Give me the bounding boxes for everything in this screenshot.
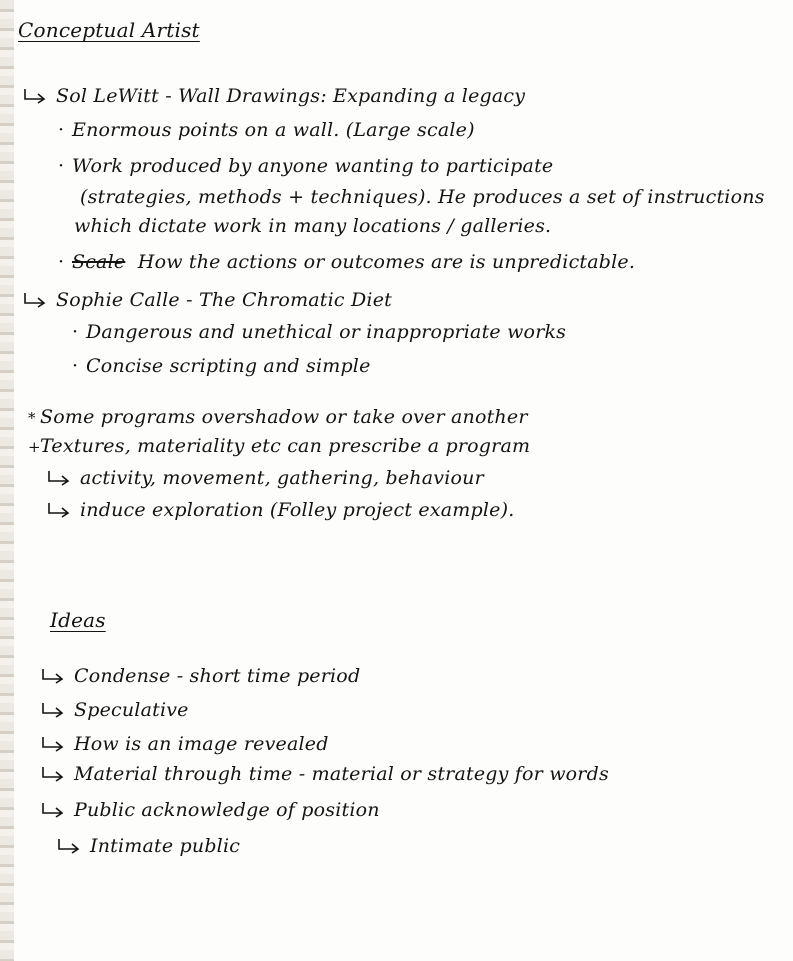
hooked-arrow-icon — [40, 732, 74, 756]
bullet-glyph: · — [58, 155, 65, 177]
calle-bullet-1-text: Dangerous and unethical or inappropriate works — [86, 321, 567, 343]
bullet-glyph: · — [72, 321, 79, 343]
section-heading-ideas: Ideas — [50, 608, 106, 632]
ideas-item-material-through-time — [40, 762, 609, 786]
hooked-arrow-icon — [40, 698, 74, 722]
list-item-calle-bullet-2 — [72, 354, 371, 378]
sophie-calle-title: Sophie Calle - The Chromatic Diet — [56, 289, 392, 311]
bullet-glyph: · — [58, 251, 65, 273]
hooked-arrow-icon — [40, 798, 74, 822]
bullet-glyph: · — [72, 355, 79, 377]
notebook-binding-edge — [0, 0, 14, 961]
list-item-sol-bullet-1 — [58, 118, 475, 142]
ideas-item-6-text: Intimate public — [90, 835, 241, 857]
sol-bullet-2-text-line-3: which dictate work in many locations / galleries. — [74, 215, 552, 237]
list-item-sophie-calle — [22, 288, 392, 312]
plus-glyph: + — [28, 438, 41, 456]
note-2-text: Textures, materiality etc can prescribe a program — [40, 435, 531, 457]
sol-bullet-2-text-line-1: Work produced by anyone wanting to participate — [72, 155, 554, 177]
ideas-item-2-text: Speculative — [74, 699, 189, 721]
note-2-sub-1-text: activity, movement, gathering, behaviour — [80, 467, 484, 489]
list-item-calle-bullet-1 — [72, 320, 566, 344]
ideas-item-5-text: Public acknowledge of position — [74, 799, 380, 821]
list-item-sol-bullet-3 — [58, 250, 635, 274]
sol-bullet-1-text: Enormous points on a wall. (Large scale) — [72, 119, 475, 141]
ideas-item-speculative — [40, 698, 189, 722]
ideas-item-public-acknowledge — [40, 798, 380, 822]
note-2-sub-item-2 — [46, 498, 514, 522]
sol-bullet-2-text-line-2: (strategies, methods + techniques). He produces a set of instructions — [80, 186, 765, 208]
sol-bullet-3-text: How the actions or outcomes are is unpredictable. — [137, 251, 636, 273]
hooked-arrow-icon — [40, 664, 74, 688]
note-programs-overshadow — [28, 405, 528, 430]
ideas-item-intimate-public — [56, 834, 240, 858]
hooked-arrow-icon — [46, 466, 80, 490]
calle-bullet-2-text: Concise scripting and simple — [86, 355, 371, 377]
hooked-arrow-icon — [56, 834, 90, 858]
note-1-text: Some programs overshadow or take over another — [40, 406, 528, 428]
bullet-glyph: · — [58, 119, 65, 141]
section-heading-conceptual-artist: Conceptual Artist — [18, 18, 200, 42]
hooked-arrow-icon — [40, 762, 74, 786]
star-glyph: * — [28, 409, 36, 427]
note-2-sub-item-1 — [46, 466, 484, 490]
note-textures-materiality — [28, 434, 530, 459]
list-item-sol-lewitt — [22, 84, 525, 108]
ideas-item-image-revealed — [40, 732, 329, 756]
sol-lewitt-title: Sol LeWitt - Wall Drawings: Expanding a legacy — [56, 85, 526, 107]
ideas-item-condense — [40, 664, 360, 688]
note-2-sub-2-text: induce exploration (Folley project example). — [80, 499, 515, 521]
ideas-item-4-text: Material through time - material or strategy for words — [74, 763, 609, 785]
hooked-arrow-icon — [22, 84, 56, 108]
ideas-item-1-text: Condense - short time period — [74, 665, 361, 687]
list-item-sol-bullet-2 — [58, 154, 553, 178]
ideas-item-3-text: How is an image revealed — [74, 733, 329, 755]
struck-out-word: Scale — [72, 251, 126, 273]
hooked-arrow-icon — [22, 288, 56, 312]
hooked-arrow-icon — [46, 498, 80, 522]
